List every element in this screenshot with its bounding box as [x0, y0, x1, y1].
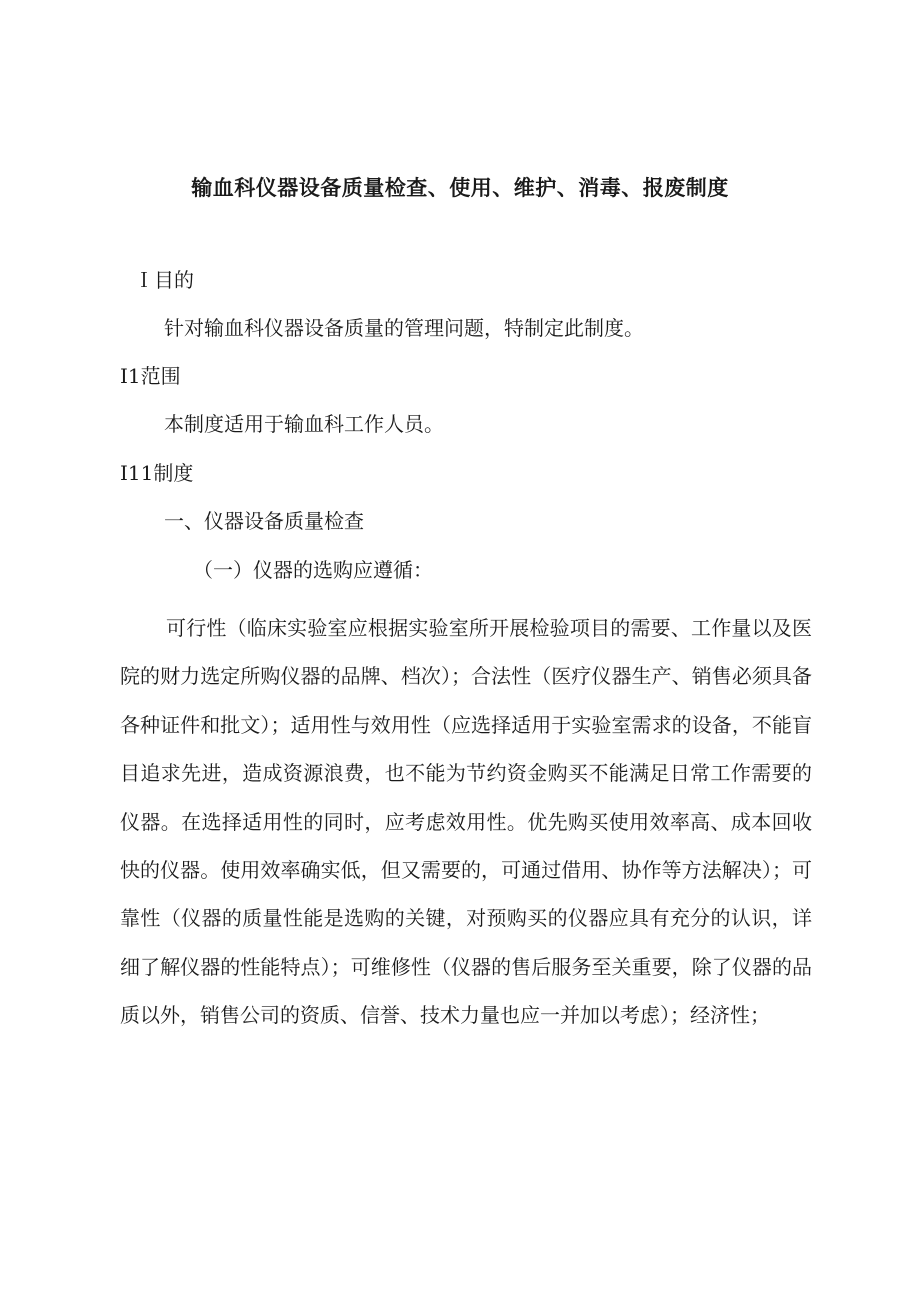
document-title: 输血科仪器设备质量检查、使用、维护、消毒、报废制度 — [191, 176, 729, 200]
scope-paragraph: 本制度适用于输血科工作人员。 — [164, 412, 444, 436]
section-heading-scope: I1范围 — [120, 364, 181, 388]
policy-subheading-quality-check: 一、仪器设备质量检查 — [164, 509, 364, 533]
section-heading-policy: I11制度 — [120, 461, 194, 485]
policy-item-purchase-principles: （一）仪器的选购应遵循： — [193, 558, 433, 582]
purpose-paragraph: 针对输血科仪器设备质量的管理问题，特制定此制度。 — [164, 316, 644, 340]
section-heading-purpose: Ｉ目的 — [134, 268, 194, 292]
purchase-principles-paragraph: 可行性（临床实验室应根据实验室所开展检验项目的需要、工作量以及医院的财力选定所购仪器的品牌、档次）；合法性（医疗仪器生产、销售必须具备各种证件和批文）；适用性与效用性（应选择适用于实验室需求的设备，不能盲目追求先进，造成资源浪费，也不能为节约资金购买不能满足日常工作需要的仪器。在选择适用性的同时，应考虑效用性。优先购买使用效率高、成本回收快的仪器。使用效率确实低，但又需要的，可通过借用、协作等方法解决）；可靠性（仪器的质量性能是选购的关键，对预购买的仪器应具有充分的认识，详细了解仪器的性能特点）；可维修性（仪器的售后服务至关重要，除了仪器的品质以外，销售公司的资质、信誉、技术力量也应一并加以考虑）；经济性； — [120, 616, 812, 1028]
